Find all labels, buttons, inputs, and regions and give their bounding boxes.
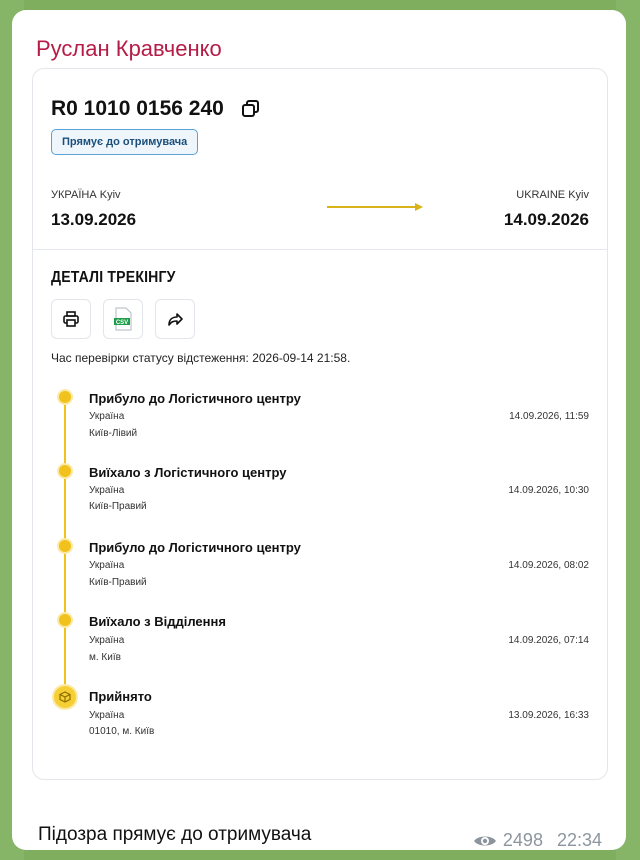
csv-icon xyxy=(113,307,133,331)
copy-icon[interactable] xyxy=(241,99,261,119)
message-meta xyxy=(473,830,602,851)
timeline-dot xyxy=(59,465,71,477)
destination-label: UKRAINE Kyiv xyxy=(516,189,589,201)
svg-text:CSV: CSV xyxy=(115,320,129,326)
event-title: Прийнято xyxy=(89,689,152,704)
tracking-number: R0 1010 0156 240 xyxy=(51,97,224,120)
sender-name[interactable]: Руслан Кравченко xyxy=(36,36,222,61)
event-datetime: 14.09.2026, 10:30 xyxy=(508,485,589,496)
print-icon xyxy=(62,310,80,328)
share-icon xyxy=(166,310,184,328)
tracking-details-title: ДЕТАЛІ ТРЕКІНГУ xyxy=(51,269,176,286)
package-icon xyxy=(54,686,76,708)
event-datetime: 14.09.2026, 11:59 xyxy=(509,411,589,422)
event-title: Прибуло до Логістичного центру xyxy=(89,540,301,555)
event-datetime: 13.09.2026, 16:33 xyxy=(508,710,589,721)
event-location: м. Київ xyxy=(89,652,121,663)
share-button[interactable] xyxy=(155,299,195,339)
message-bubble xyxy=(12,10,626,850)
timeline-dot xyxy=(59,391,71,403)
event-location: Київ-Лівий xyxy=(89,428,138,439)
export-csv-button[interactable] xyxy=(103,299,143,339)
event-title: Прибуло до Логістичного центру xyxy=(89,391,301,406)
status-check-time: Час перевірки статусу відстеження: 2026-09-14 21:58. xyxy=(51,351,351,365)
event-country: Україна xyxy=(89,485,125,496)
timeline-dot xyxy=(59,540,71,552)
destination-date: 14.09.2026 xyxy=(503,210,589,229)
event-title: Виїхало з Логістичного центру xyxy=(89,465,287,480)
route-arrow-icon xyxy=(327,201,423,213)
event-datetime: 14.09.2026, 08:02 xyxy=(508,560,589,571)
event-country: Україна xyxy=(89,411,125,422)
status-badge: Прямує до отримувача xyxy=(51,129,198,155)
print-button[interactable] xyxy=(51,299,91,339)
event-location: Київ-Правий xyxy=(89,577,147,588)
event-country: Україна xyxy=(89,560,125,571)
view-count: 2498 xyxy=(502,830,543,850)
eye-icon xyxy=(473,833,497,849)
event-title: Виїхало з Відділення xyxy=(89,614,226,629)
message-time: 22:34 xyxy=(556,830,602,850)
divider xyxy=(33,249,607,250)
event-country: Україна xyxy=(89,710,125,721)
event-datetime: 14.09.2026, 07:14 xyxy=(508,635,589,646)
event-location: 01010, м. Київ xyxy=(89,726,155,737)
event-location: Київ-Правий xyxy=(89,501,147,512)
origin-label: УКРАЇНА Kyiv xyxy=(51,189,121,201)
tracking-card xyxy=(32,68,608,780)
event-country: Україна xyxy=(89,635,125,646)
origin-date: 13.09.2026 xyxy=(51,210,137,229)
message-caption: Підозра прямує до отримувача xyxy=(38,824,312,845)
timeline-dot xyxy=(59,614,71,626)
